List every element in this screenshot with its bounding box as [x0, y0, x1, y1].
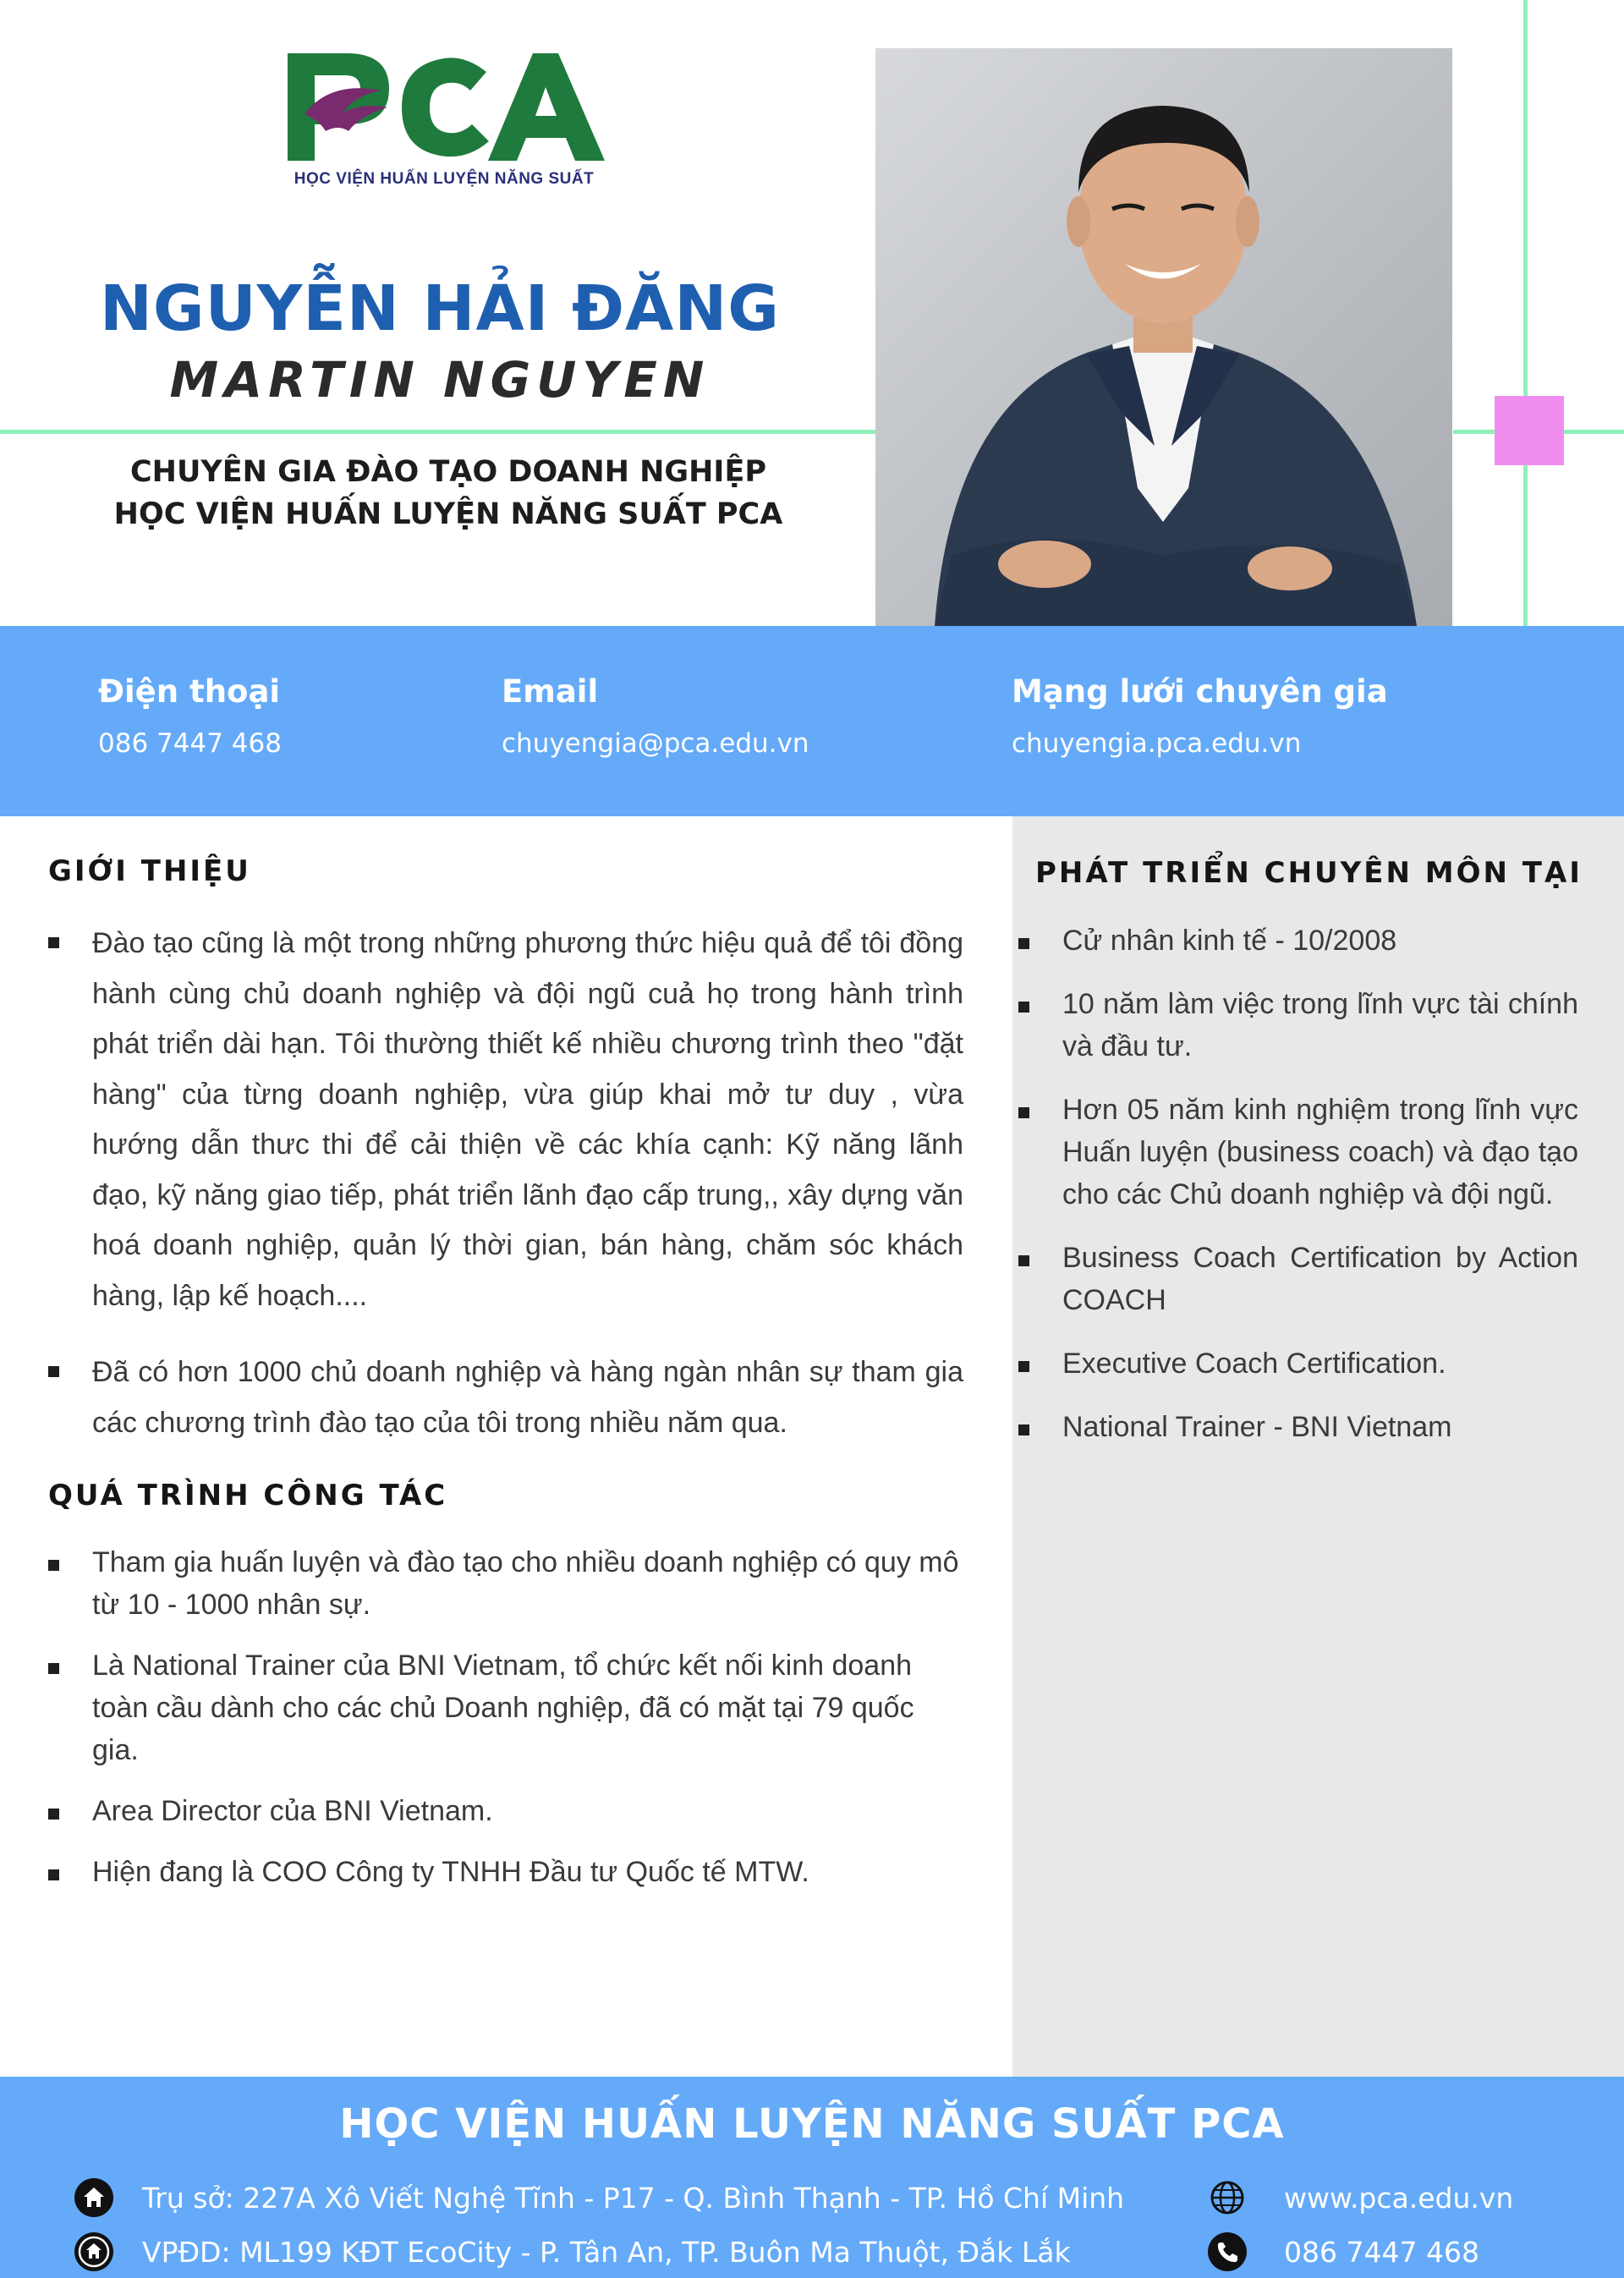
development-heading: PHÁT TRIỂN CHUYÊN MÔN TẠI	[1035, 856, 1583, 890]
bullet-icon	[48, 1560, 59, 1571]
bullet-icon	[1018, 1424, 1029, 1435]
network-label: Mạng lưới chuyên gia	[1012, 673, 1388, 710]
portrait-photo	[875, 48, 1452, 626]
bullet-icon	[1018, 1255, 1029, 1266]
decorative-green-line	[0, 430, 875, 434]
intro-heading: GIỚI THIỆU	[48, 854, 251, 888]
bullet-icon	[48, 1366, 59, 1377]
intro-item-text: Đào tạo cũng là một trong những phương thức hiệu quả để tôi đồng hành cùng chủ doanh nghiệp và đội ngũ cuả họ trong hành trình phát triển dài hạn. Tôi thường thiết kế nhiều chương trình theo "đặt hàng" của từng doanh nghiệp, vừa giúp khai mở tư duy , vừa hướng dẫn thưc thi để cải thiện về các khía cạnh: Kỹ năng lãnh đạo, kỹ năng giao tiếp, phát triển lãnh đạo cấp trung,, xây dựng văn hoá doanh nghiệp, quản lý thời gian, bán hàng, chăm sóc khách hàng, lập kế hoạch....	[92, 927, 963, 1312]
list-item	[92, 919, 963, 1321]
contact-band	[0, 626, 1624, 816]
work-history-heading: QUÁ TRÌNH CÔNG TÁC	[48, 1479, 448, 1512]
contact-network	[1012, 673, 1388, 759]
decorative-green-vertical-line	[1523, 0, 1528, 626]
rep-office-address: VPĐD: ML199 KĐT EcoCity - P. Tân An, TP. Buôn Ma Thuột, Đắk Lắk	[142, 2236, 1071, 2269]
list-item	[92, 1644, 963, 1771]
job-title-line-1: CHUYÊN GIA ĐÀO TẠO DOANH NGHIỆP	[129, 455, 767, 489]
list-item	[92, 1541, 963, 1626]
list-item	[92, 1851, 963, 1893]
bullet-icon	[1018, 1002, 1029, 1013]
email-label: Email	[502, 673, 599, 710]
development-item-text: Executive Coach Certification.	[1062, 1348, 1446, 1380]
website-link[interactable]: www.pca.edu.vn	[1284, 2182, 1514, 2215]
footer	[0, 2077, 1624, 2278]
logo-subtitle: HỌC VIỆN HUẤN LUYỆN NĂNG SUẤT	[294, 170, 595, 188]
phone-value[interactable]: 086 7447 468	[98, 728, 282, 759]
home-circle-icon	[74, 2232, 113, 2271]
network-link[interactable]: chuyengia.pca.edu.vn	[1012, 728, 1302, 759]
development-item-text: 10 năm làm việc trong lĩnh vực tài chính và đầu tư.	[1062, 988, 1578, 1062]
list-item	[1062, 919, 1578, 962]
development-item-text: Cử nhân kinh tế - 10/2008	[1062, 925, 1397, 957]
list-item	[1062, 1237, 1578, 1321]
decorative-pink-square	[1495, 396, 1564, 465]
list-item	[1062, 983, 1578, 1068]
phone-label: Điện thoại	[98, 673, 281, 710]
person-name-vietnamese: NGUYỄN HẢI ĐĂNG	[99, 272, 781, 345]
work-history-list	[92, 1541, 963, 1912]
job-title-line-2: HỌC VIỆN HUẤN LUYỆN NĂNG SUẤT PCA	[113, 497, 783, 531]
pca-logo-mark	[279, 47, 609, 165]
development-list	[1062, 919, 1578, 1469]
footer-phone[interactable]: 086 7447 468	[1284, 2236, 1479, 2269]
home-icon	[74, 2178, 113, 2217]
globe-icon	[1208, 2178, 1247, 2217]
bullet-icon	[48, 1809, 59, 1820]
bullet-icon	[1018, 1361, 1029, 1372]
intro-list	[92, 919, 963, 1474]
work-item-text: Là National Trainer của BNI Vietnam, tổ chức kết nối kinh doanh toàn cầu dành cho các chủ Doanh nghiệp, đã có mặt tại 79 quốc gia.	[92, 1649, 914, 1766]
email-value[interactable]: chuyengia@pca.edu.vn	[502, 728, 809, 759]
list-item	[1062, 1406, 1578, 1448]
work-item-text: Area Director của BNI Vietnam.	[92, 1795, 493, 1827]
contact-phone	[98, 673, 282, 759]
list-item	[92, 1348, 963, 1448]
work-item-text: Hiện đang là COO Công ty TNHH Đầu tư Quốc tế MTW.	[92, 1856, 809, 1888]
bullet-icon	[1018, 1107, 1029, 1118]
list-item	[1062, 1342, 1578, 1385]
intro-item-text: Đã có hơn 1000 chủ doanh nghiệp và hàng ngàn nhân sự tham gia các chương trình đào tạo của tôi trong nhiều năm qua.	[92, 1356, 963, 1439]
phone-icon	[1208, 2232, 1247, 2271]
footer-title: HỌC VIỆN HUẤN LUYỆN NĂNG SUẤT PCA	[339, 2100, 1285, 2148]
development-item-text: National Trainer - BNI Vietnam	[1062, 1411, 1452, 1443]
bullet-icon	[48, 1869, 59, 1880]
development-item-text: Hơn 05 năm kinh nghiệm trong lĩnh vực Huấn luyện (business coach) và đạo tạo cho các Chủ doanh nghiệp và đội ngũ.	[1062, 1094, 1578, 1210]
contact-email	[502, 673, 809, 759]
person-name-english: MARTIN NGUYEN	[169, 351, 710, 409]
bullet-icon	[1018, 938, 1029, 949]
development-item-text: Business Coach Certification by Action COACH	[1062, 1242, 1578, 1316]
head-office-address: Trụ sở: 227A Xô Viết Nghệ Tĩnh - P17 - Q. Bình Thạnh - TP. Hồ Chí Minh	[142, 2182, 1125, 2215]
pca-logo	[279, 47, 609, 195]
list-item	[92, 1790, 963, 1832]
list-item	[1062, 1089, 1578, 1216]
bullet-icon	[48, 937, 59, 948]
bullet-icon	[48, 1663, 59, 1674]
work-item-text: Tham gia huấn luyện và đào tạo cho nhiều doanh nghiệp có quy mô từ 10 - 1000 nhân sự.	[92, 1546, 959, 1621]
